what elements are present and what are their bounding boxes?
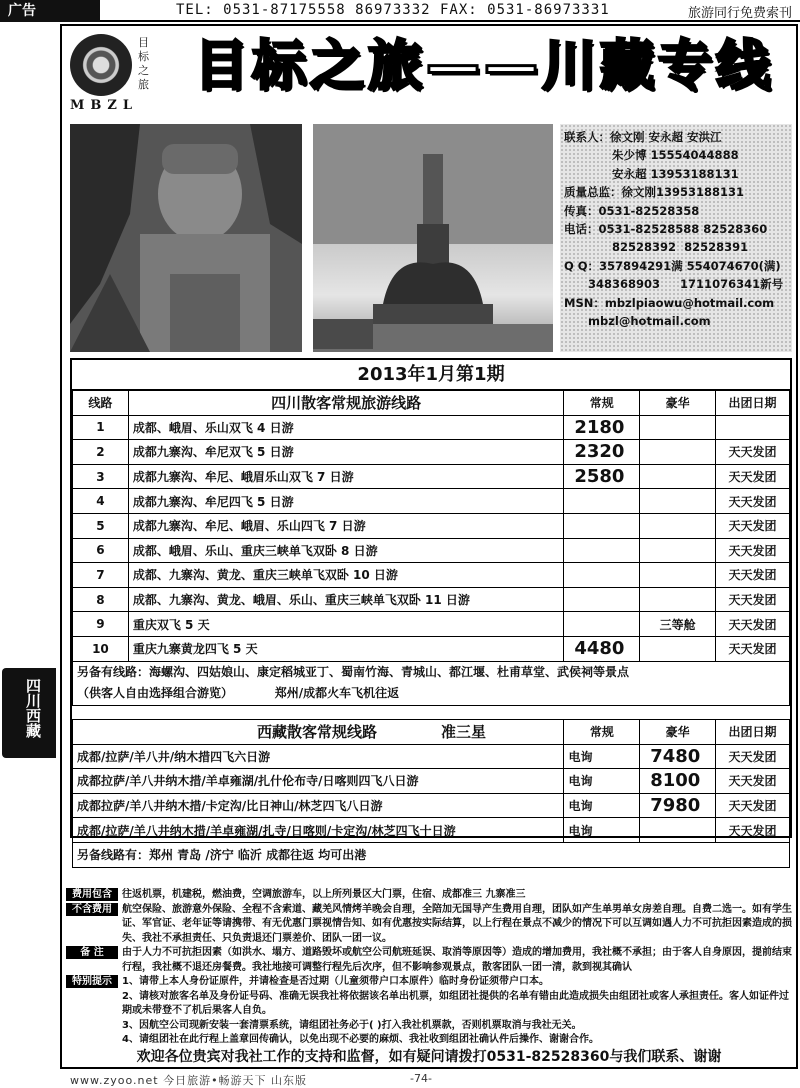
price-regular: 2320	[564, 440, 640, 465]
route-no: 2	[73, 440, 129, 465]
col-header: 豪华	[640, 720, 716, 745]
top-bar	[0, 0, 800, 22]
tibet-note: 另备线路有：郑州 青岛 /济宁 临沂 成都往返 均可出港	[73, 842, 790, 867]
header	[62, 26, 796, 118]
departure: 天天发团	[716, 744, 790, 769]
fee-text: 3、因航空公司现新安装一套清票系统，请组团社务必于( )打入我社机票款，否则机票取消与我社无关。	[122, 1019, 582, 1031]
tibet-title: 西藏散客常规线路	[257, 723, 378, 742]
table-row	[73, 769, 790, 794]
contact-line: 安永超 13953188131	[564, 166, 739, 181]
price-luxury	[640, 415, 716, 440]
departure: 天天发团	[716, 818, 790, 843]
route-no: 7	[73, 563, 129, 588]
fee-row	[66, 975, 794, 990]
contact-line: 82528392 82528391	[564, 240, 749, 255]
side-tab-label: 四川西藏	[24, 678, 42, 738]
route-no: 10	[73, 636, 129, 661]
price-luxury	[640, 464, 716, 489]
price-regular: 电询	[564, 744, 640, 769]
price-luxury	[640, 563, 716, 588]
note-line: 另备有线路：海螺沟、四姑娘山、康定稻城亚丁、蜀南竹海、青城山、都江堰、杜甫草堂、武侯祠等景点	[77, 665, 630, 680]
departure: 天天发团	[716, 513, 790, 538]
contact-panel	[560, 124, 792, 352]
price-luxury: 7980	[640, 793, 716, 818]
routes-box	[70, 358, 792, 863]
table-row	[73, 513, 790, 538]
departure: 天天发团	[716, 538, 790, 563]
price-luxury	[640, 489, 716, 514]
contact-line: Q Q：357894291满 554074670(满)	[564, 258, 781, 273]
logo	[68, 34, 168, 114]
tibet-header-row	[73, 720, 790, 745]
fee-tag: 费用包含	[66, 888, 118, 901]
route-no: 4	[73, 489, 129, 514]
logo-swirl-icon	[70, 34, 132, 96]
table-row	[73, 744, 790, 769]
table-row	[73, 464, 790, 489]
notes-row	[73, 661, 790, 705]
route-name: 重庆双飞 5 天	[128, 612, 563, 637]
bottom-bar	[0, 1072, 800, 1086]
contact-line: MSN：mbzlpiaowu@hotmail.com	[564, 295, 775, 310]
departure: 天天发团	[716, 612, 790, 637]
route-name: 成都九寨沟、牟尼、峨眉乐山双飞 7 日游	[128, 464, 563, 489]
leshan-buddha-photo	[70, 124, 302, 352]
fee-text: 由于人力不可抗拒因素（如洪水、塌方、道路毁坏或航空公司航班延误、取消等原因等）造成的增加费用，我社概不承担；由于客人自身原因，提前结束行程，我社概不退还房餐费。我社地接可调整行程先后次序，但不影响参观景点，散客团队一团一清，款到视其确认	[122, 947, 792, 973]
col-header: 出团日期	[716, 391, 790, 416]
table-row	[73, 415, 790, 440]
tibet-table	[72, 719, 790, 868]
price-regular	[564, 538, 640, 563]
fee-row	[66, 888, 794, 903]
fee-text: 4、请组团社在此行程上盖章回传确认，以免出现不必要的麻烦、我社收到组团社确认件后操作、谢谢合作。	[122, 1034, 599, 1045]
fee-text: 2、请核对旅客名单及身份证号码、准确无误我社将依据该名单出机票，如组团社提供的名单有错由此造成损失由组团社或客人承担责任。客人如证件过期或未带登不了机后果客人自负。	[122, 990, 789, 1016]
departure: 天天发团	[716, 489, 790, 514]
table-row	[73, 538, 790, 563]
price-luxury	[640, 513, 716, 538]
fee-tag	[66, 990, 118, 1003]
top-right-note: 旅游同行免费索刊	[687, 6, 792, 21]
price-regular	[564, 489, 640, 514]
table-row	[73, 587, 790, 612]
route-name: 成都九寨沟、牟尼双飞 5 日游	[128, 440, 563, 465]
emei-statue-photo	[313, 124, 553, 352]
issue-title: 2013年1月第1期	[72, 360, 790, 390]
fee-tag: 特别提示	[66, 975, 118, 988]
price-luxury	[640, 440, 716, 465]
fee-text: 往返机票，机建税，燃油费，空调旅游车，以上所列景区大门票，住宿、成都准三 九寨准三	[122, 889, 526, 900]
col-header: 常规	[564, 720, 640, 745]
page-number: -74-	[410, 1072, 432, 1085]
route-no: 5	[73, 513, 129, 538]
departure: 天天发团	[716, 464, 790, 489]
price-luxury	[640, 587, 716, 612]
price-regular	[564, 587, 640, 612]
notes-row	[73, 842, 790, 867]
table-row	[73, 793, 790, 818]
fee-row	[66, 1019, 794, 1034]
departure: 天天发团	[716, 563, 790, 588]
price-luxury: 三等舱	[640, 612, 716, 637]
sichuan-notes	[73, 661, 790, 705]
table-row	[73, 818, 790, 843]
fee-text: 航空保险、旅游意外保险、全程不含索道、藏羌风情烤羊晚会自理，全陪加无国导产生费用自理，团队如产生单男单女房差自理。自费二选一。如有学生证、军官证、老年证等请携带、有无优惠门票视情告知、如有优惠按实际结算，以上行程在景点不减少的情况下可以互调如遇人力不可抗拒因素造成的损失、我社不承担责任、只负责退还门票差价、团队一团一议。	[122, 903, 792, 944]
price-regular: 电询	[564, 793, 640, 818]
fee-tag	[66, 1019, 118, 1032]
footer-message: 欢迎各位贵宾对我社工作的支持和监督，如有疑问请拨打0531-82528360与我们联系、谢谢	[136, 1049, 722, 1065]
route-no: 1	[73, 415, 129, 440]
route-name: 成都、峨眉、乐山双飞 4 日游	[128, 415, 563, 440]
sichuan-table	[72, 390, 790, 706]
fee-tag: 不含费用	[66, 903, 118, 916]
price-luxury: 8100	[640, 769, 716, 794]
price-regular: 2180	[564, 415, 640, 440]
fee-row	[66, 990, 794, 1019]
contact-line: mbzl@hotmail.com	[564, 314, 711, 329]
route-no: 6	[73, 538, 129, 563]
route-name: 成都拉萨/羊八井纳木措/卡定沟/比日神山/林芝四飞八日游	[73, 793, 564, 818]
route-no: 8	[73, 587, 129, 612]
page-title: 目标之旅——川藏专线	[194, 34, 774, 97]
table-row	[73, 440, 790, 465]
buddha-illustration	[70, 124, 302, 352]
contact-line: 质量总监：徐文刚13953188131	[564, 185, 745, 200]
contact-line: 联系人：徐文刚 安永超 安洪江	[564, 130, 722, 144]
table-row	[73, 636, 790, 661]
route-no: 9	[73, 612, 129, 637]
table-row	[73, 563, 790, 588]
price-regular: 4480	[564, 636, 640, 661]
website-text: www.zyoo.net 今日旅游•畅游天下 山东版	[70, 1074, 308, 1087]
contact-line: 电话：0531-82528588 82528360	[564, 222, 768, 237]
table-row	[73, 489, 790, 514]
fees-section	[66, 888, 794, 1048]
table-row	[73, 612, 790, 637]
price-luxury	[640, 538, 716, 563]
note-line: （供客人自由选择组合游览） 郑州/成都火车飞机往返	[77, 686, 400, 701]
route-no: 3	[73, 464, 129, 489]
fee-row	[66, 946, 794, 975]
departure: 天天发团	[716, 793, 790, 818]
price-regular	[564, 612, 640, 637]
route-name: 成都九寨沟、牟尼、峨眉、乐山四飞 7 日游	[128, 513, 563, 538]
price-luxury	[640, 636, 716, 661]
route-name: 成都九寨沟、牟尼四飞 5 日游	[128, 489, 563, 514]
departure: 天天发团	[716, 587, 790, 612]
departure: 天天发团	[716, 769, 790, 794]
price-regular: 电询	[564, 818, 640, 843]
contact-line: 348368903 1711076341新号	[564, 277, 784, 292]
price-regular: 电询	[564, 769, 640, 794]
price-regular	[564, 513, 640, 538]
route-name: 成都、峨眉、乐山、重庆三峡单飞双卧 8 日游	[128, 538, 563, 563]
col-header: 四川散客常规旅游线路	[128, 391, 563, 416]
price-regular	[564, 563, 640, 588]
col-header: 线路	[73, 391, 129, 416]
price-regular: 2580	[564, 464, 640, 489]
route-name: 成都、九寨沟、黄龙、峨眉、乐山、重庆三峡单飞双卧 11 日游	[128, 587, 563, 612]
route-name: 重庆九寨黄龙四飞 5 天	[128, 636, 563, 661]
fee-tag	[66, 1033, 118, 1046]
fee-row	[66, 903, 794, 947]
statue-illustration	[313, 124, 553, 352]
fee-tag: 备 注	[66, 946, 118, 959]
departure: 天天发团	[716, 636, 790, 661]
departure	[716, 415, 790, 440]
price-luxury	[640, 818, 716, 843]
col-header: 出团日期	[716, 720, 790, 745]
side-tab	[2, 668, 56, 758]
price-luxury: 7480	[640, 744, 716, 769]
ad-label: 广告	[0, 0, 100, 22]
departure: 天天发团	[716, 440, 790, 465]
route-name: 成都/拉萨/羊八井纳木措/羊卓雍湖/扎寺/日喀则/卡定沟/林芝四飞十日游	[73, 818, 564, 843]
contact-line: 传真：0531-82528358	[564, 203, 700, 218]
tibet-grade: 准三星	[441, 723, 487, 742]
logo-letters: MBZL	[70, 98, 139, 113]
route-name: 成都/拉萨/羊八井/纳木措四飞六日游	[73, 744, 564, 769]
col-header: 豪华	[640, 391, 716, 416]
top-contact: TEL: 0531-87175558 86973332 FAX: 0531-86973331	[176, 2, 610, 18]
route-name: 成都、九寨沟、黄龙、重庆三峡单飞双卧 10 日游	[128, 563, 563, 588]
tibet-title-cell	[73, 720, 564, 745]
fee-text: 1、请带上本人身份证原件，并请检查是否过期（儿童须带户口本原件）临时身份证须带户口本。	[122, 976, 549, 987]
sichuan-header-row	[73, 391, 790, 416]
route-name: 成都拉萨/羊八井纳木措/羊卓雍湖/扎什伦布寺/日喀则四飞八日游	[73, 769, 564, 794]
logo-side-text: 目标之旅	[138, 36, 149, 91]
col-header: 常规	[564, 391, 640, 416]
contact-line: 朱少博 15554044888	[564, 148, 739, 163]
